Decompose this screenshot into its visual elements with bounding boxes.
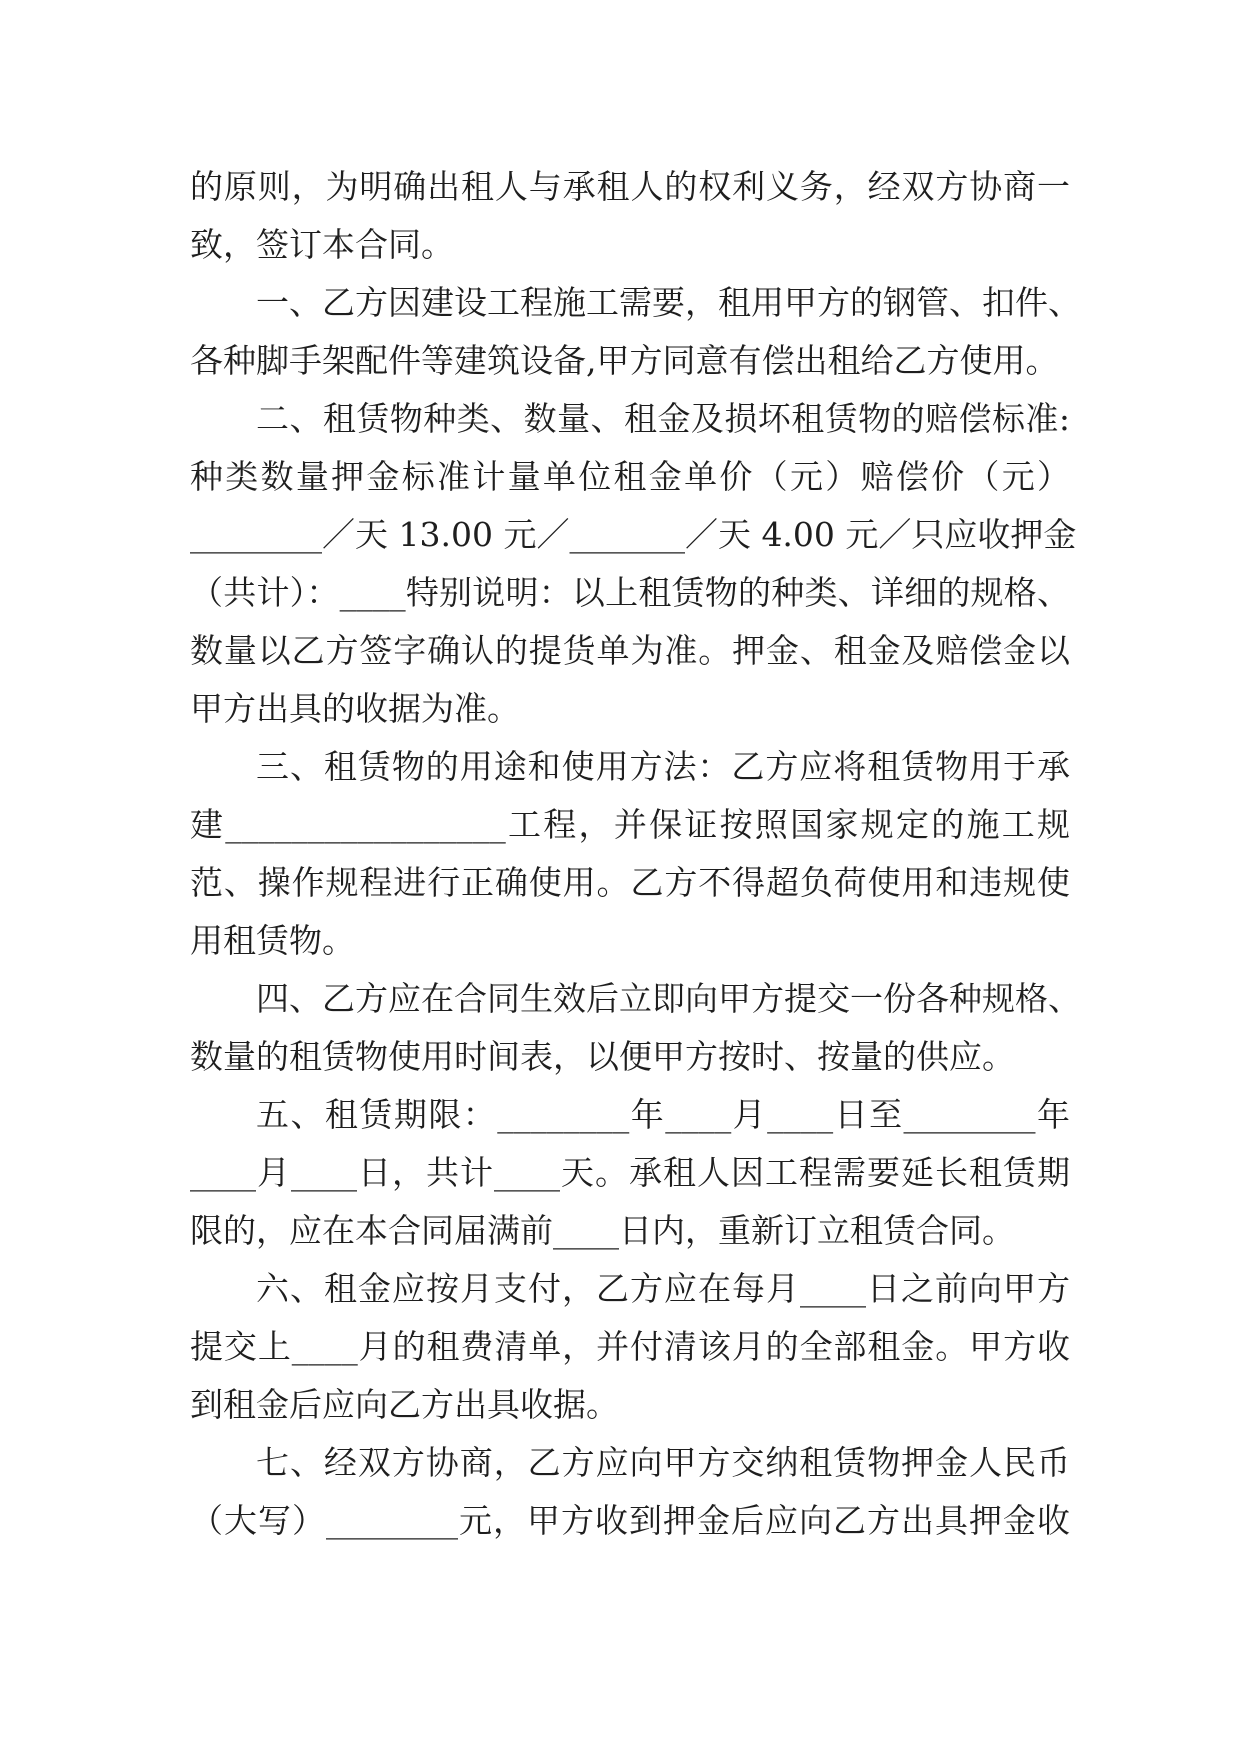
text-line: 范、操作规程进行正确使用。乙方不得超负荷使用和违规使 [190, 863, 1070, 902]
text-line: 数量的租赁物使用时间表，以便甲方按时、按量的供应。 [190, 1037, 1015, 1076]
paragraph-start-line: 二、租赁物种类、数量、租金及损坏租赁物的赔偿标准: [256, 399, 1070, 438]
paragraph-start-line: 三、租赁物的用途和使用方法：乙方应将租赁物用于承 [256, 747, 1070, 786]
text-line: 的原则，为明确出租人与承租人的权利义务，经双方协商一 [190, 167, 1070, 206]
text-line: 致，签订本合同。 [190, 225, 454, 264]
text-line: 数量以乙方签字确认的提货单为准。押金、租金及赔偿金以 [190, 631, 1070, 670]
paragraph-start-line: 一、乙方因建设工程施工需要，租用甲方的钢管、扣件、 [256, 283, 1081, 322]
text-line: 种类数量押金标准计量单位租金单价（元）赔偿价（元） [190, 457, 1070, 496]
paragraph-start-line: 七、经双方协商，乙方应向甲方交纳租赁物押金人民币 [256, 1443, 1070, 1482]
text-line: 限的，应在本合同届满前____日内，重新订立租赁合同。 [190, 1211, 1015, 1250]
contract-body [190, 158, 1081, 1550]
text-line: （大写）________元，甲方收到押金后应向乙方出具押金收 [190, 1501, 1070, 1540]
text-line: ____月____日，共计____天。承租人因工程需要延长租赁期 [190, 1153, 1070, 1192]
text-line: ________／天 13.00 元／_______／天 4.00 元／只应收押金 [190, 515, 1077, 554]
paragraph-start-line: 六、租金应按月支付，乙方应在每月____日之前向甲方 [256, 1269, 1070, 1308]
text-line: 用租赁物。 [190, 921, 355, 960]
text-line: 各种脚手架配件等建筑设备,甲方同意有偿出租给乙方使用。 [190, 341, 1059, 380]
text-line: 甲方出具的收据为准。 [190, 689, 520, 728]
text-line: 建_________________工程，并保证按照国家规定的施工规 [190, 805, 1070, 844]
paragraph-start-line: 五、租赁期限：________年____月____日至________年 [256, 1095, 1070, 1134]
paragraph-start-line: 四、乙方应在合同生效后立即向甲方提交一份各种规格、 [256, 979, 1081, 1018]
text-line: 到租金后应向乙方出具收据。 [190, 1385, 619, 1424]
text-line: 提交上____月的租费清单，并付清该月的全部租金。甲方收 [190, 1327, 1070, 1366]
text-line: （共计）：____特别说明：以上租赁物的种类、详细的规格、 [190, 573, 1070, 612]
